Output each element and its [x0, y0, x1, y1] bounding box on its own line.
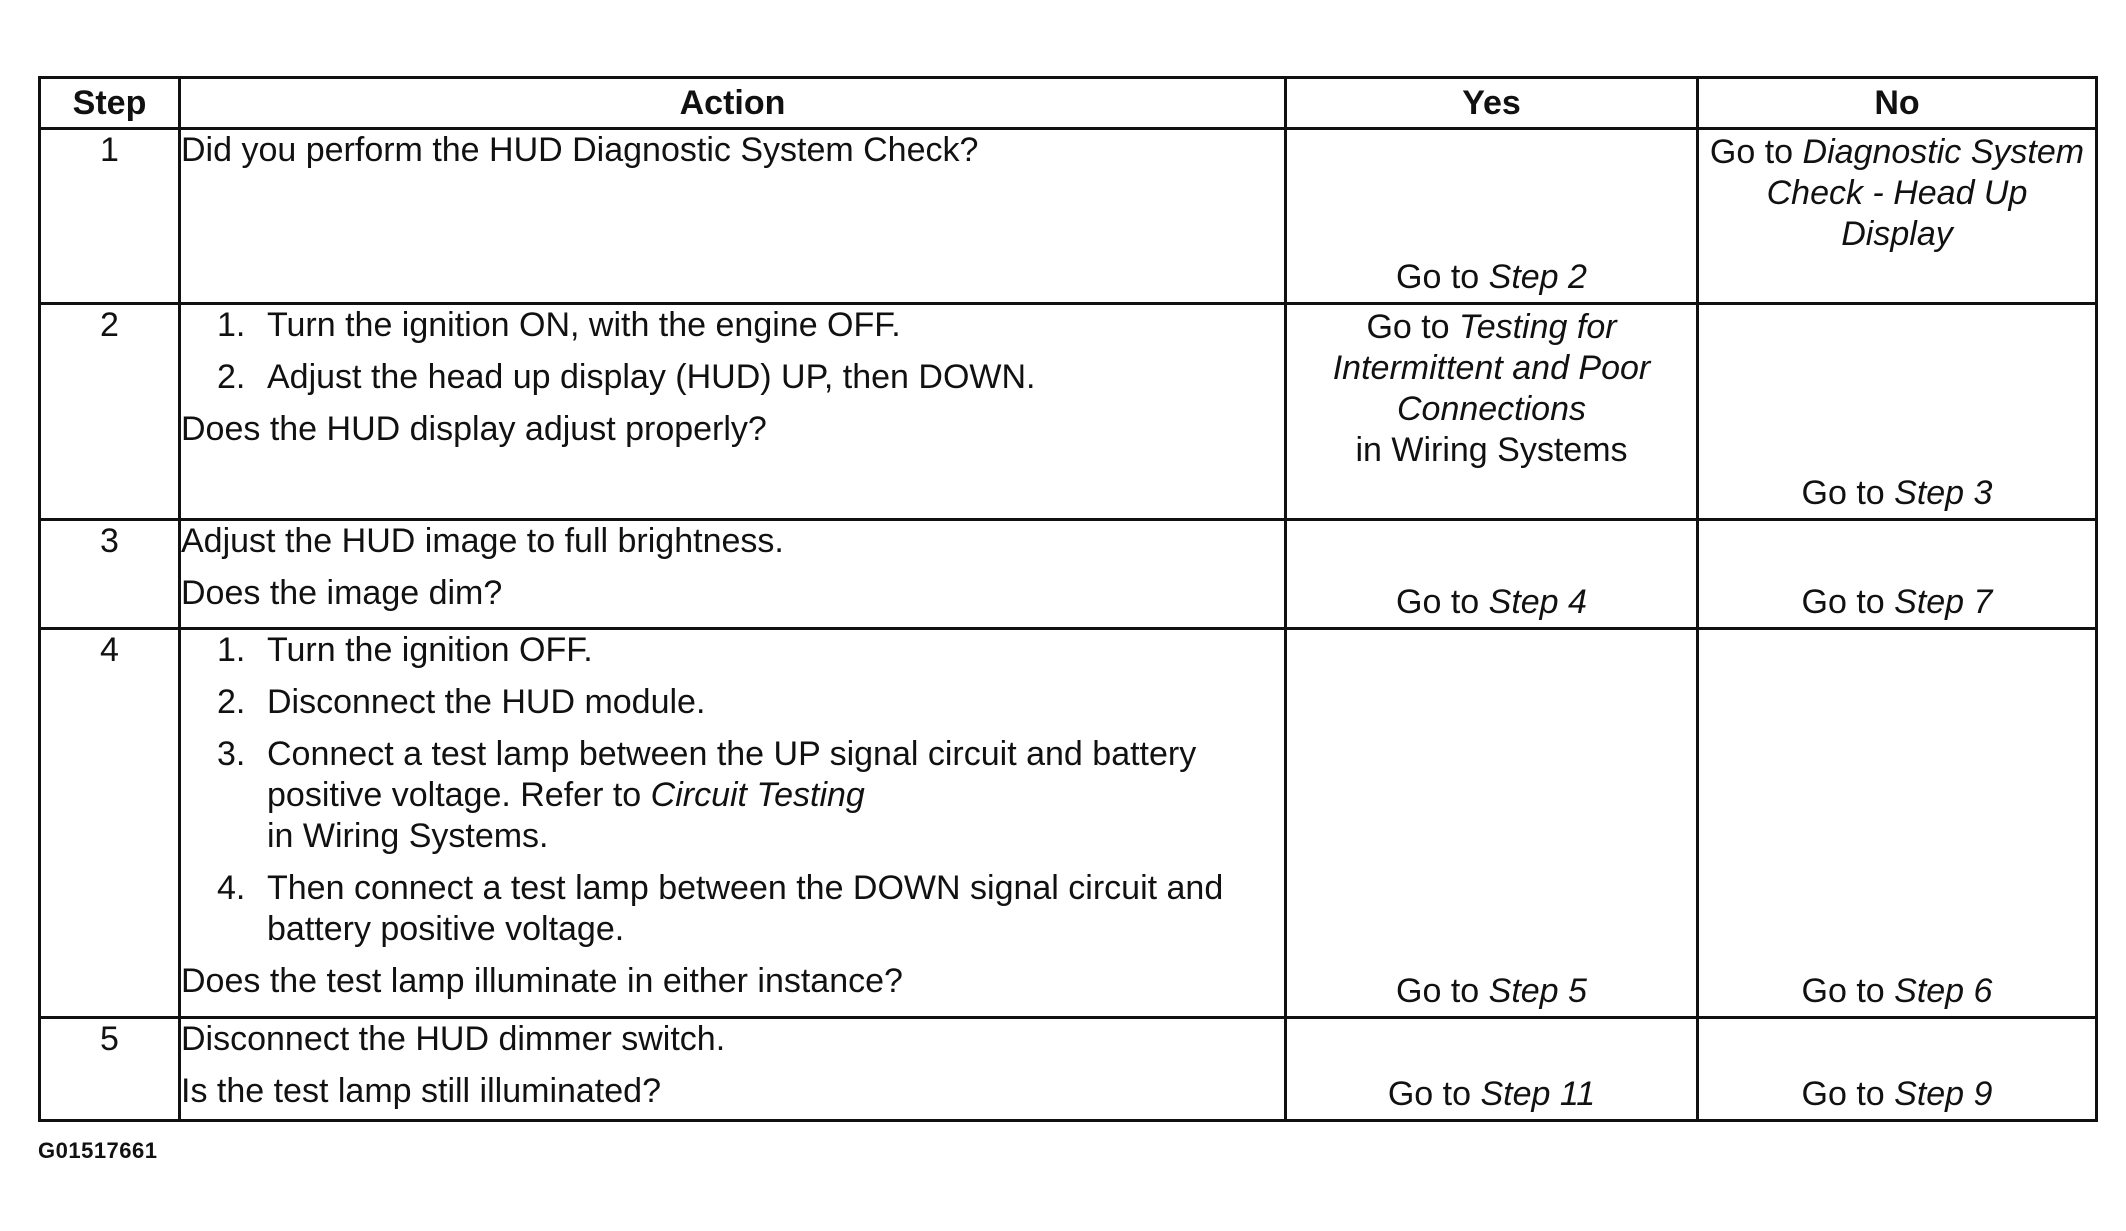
substep-number: 1.	[217, 631, 246, 669]
substep-item	[217, 357, 1284, 398]
yes-link[interactable]: Step 2	[1488, 258, 1587, 296]
yes-link[interactable]: Testing for Intermittent and Poor Connections	[1332, 308, 1651, 428]
action-cell	[180, 129, 1286, 304]
table-row	[40, 520, 2097, 629]
substep-number: 1.	[217, 306, 246, 344]
yes-cell	[1286, 520, 1698, 629]
no-prefix: Go to	[1709, 133, 1803, 171]
no-cell	[1698, 129, 2097, 304]
no-cell	[1698, 629, 2097, 1018]
substep-list	[181, 630, 1284, 950]
substep-text-after: in Wiring Systems.	[267, 817, 549, 855]
yes-prefix: Go to	[1396, 972, 1489, 1010]
no-prefix: Go to	[1801, 1075, 1895, 1113]
action-question: Did you perform the HUD Diagnostic System Check?	[181, 131, 979, 169]
no-link[interactable]: Step 9	[1894, 1075, 1993, 1113]
yes-link[interactable]: Step 5	[1488, 972, 1587, 1010]
substep-list	[181, 305, 1284, 398]
header-row	[40, 78, 2097, 129]
step-number: 2	[40, 304, 180, 520]
substep-text: Turn the ignition OFF.	[267, 631, 593, 669]
yes-suffix: in Wiring Systems	[1355, 431, 1628, 469]
yes-prefix: Go to	[1396, 258, 1489, 296]
no-prefix: Go to	[1801, 972, 1895, 1010]
substep-number: 2.	[217, 358, 246, 396]
substep-text: Adjust the head up display (HUD) UP, then DOWN.	[267, 358, 1036, 396]
substep-item	[217, 305, 1284, 346]
yes-result[interactable]	[1297, 307, 1686, 471]
yes-cell	[1286, 1018, 1698, 1121]
substep-number: 3.	[217, 735, 246, 773]
action-cell	[180, 1018, 1286, 1121]
action-cell	[180, 520, 1286, 629]
circuit-testing-link[interactable]: Circuit Testing	[650, 776, 865, 814]
no-cell	[1698, 304, 2097, 520]
action-question: Does the image dim?	[181, 574, 503, 612]
yes-result[interactable]	[1297, 257, 1686, 298]
substep-item	[217, 630, 1284, 671]
substep-number: 4.	[217, 869, 246, 907]
substep-number: 2.	[217, 683, 246, 721]
yes-result[interactable]	[1297, 582, 1686, 623]
substep-item	[217, 868, 1284, 950]
no-link[interactable]: Step 3	[1894, 474, 1993, 512]
substep-text: Connect a test lamp between the UP signal circuit and battery positive voltage. Refer to	[267, 735, 1197, 814]
action-question: Does the HUD display adjust properly?	[181, 410, 767, 448]
step-number: 1	[40, 129, 180, 304]
substep-item	[217, 682, 1284, 723]
substep-item	[217, 734, 1284, 857]
no-result[interactable]	[1709, 971, 2085, 1012]
no-cell	[1698, 520, 2097, 629]
header-action: Action	[180, 78, 1286, 129]
yes-cell	[1286, 629, 1698, 1018]
yes-cell	[1286, 129, 1698, 304]
yes-prefix: Go to	[1387, 1075, 1481, 1113]
yes-result[interactable]	[1297, 1074, 1686, 1115]
yes-prefix: Go to	[1366, 308, 1460, 346]
table-row	[40, 629, 2097, 1018]
no-result[interactable]	[1709, 1074, 2085, 1115]
no-result[interactable]	[1709, 582, 2085, 623]
yes-link[interactable]: Step 4	[1488, 583, 1587, 621]
step-number: 5	[40, 1018, 180, 1121]
no-link[interactable]: Diagnostic System Check - Head Up Display	[1766, 133, 2085, 253]
no-cell	[1698, 1018, 2097, 1121]
action-instruction: Disconnect the HUD dimmer switch.	[181, 1020, 726, 1058]
header-step: Step	[40, 78, 180, 129]
substep-text: Turn the ignition ON, with the engine OFF.	[267, 306, 901, 344]
table-row	[40, 304, 2097, 520]
substep-text: Then connect a test lamp between the DOWN signal circuit and battery positive voltage.	[267, 869, 1224, 948]
header-no: No	[1698, 78, 2097, 129]
yes-cell	[1286, 304, 1698, 520]
table-row	[40, 1018, 2097, 1121]
header-yes: Yes	[1286, 78, 1698, 129]
no-result[interactable]	[1709, 473, 2085, 514]
action-cell	[180, 629, 1286, 1018]
no-prefix: Go to	[1801, 474, 1895, 512]
action-question: Does the test lamp illuminate in either instance?	[181, 962, 903, 1000]
no-result[interactable]	[1709, 132, 2085, 255]
yes-prefix: Go to	[1396, 583, 1489, 621]
yes-link[interactable]: Step 11	[1480, 1075, 1596, 1113]
yes-result[interactable]	[1297, 971, 1686, 1012]
action-question: Is the test lamp still illuminated?	[181, 1072, 661, 1110]
diagnostic-table	[38, 76, 2098, 1122]
no-link[interactable]: Step 6	[1894, 972, 1993, 1010]
no-link[interactable]: Step 7	[1894, 583, 1993, 621]
table-row	[40, 129, 2097, 304]
figure-id: G01517661	[38, 1138, 158, 1163]
step-number: 4	[40, 629, 180, 1018]
substep-text: Disconnect the HUD module.	[267, 683, 706, 721]
action-cell	[180, 304, 1286, 520]
action-instruction: Adjust the HUD image to full brightness.	[181, 522, 784, 560]
no-prefix: Go to	[1801, 583, 1895, 621]
step-number: 3	[40, 520, 180, 629]
